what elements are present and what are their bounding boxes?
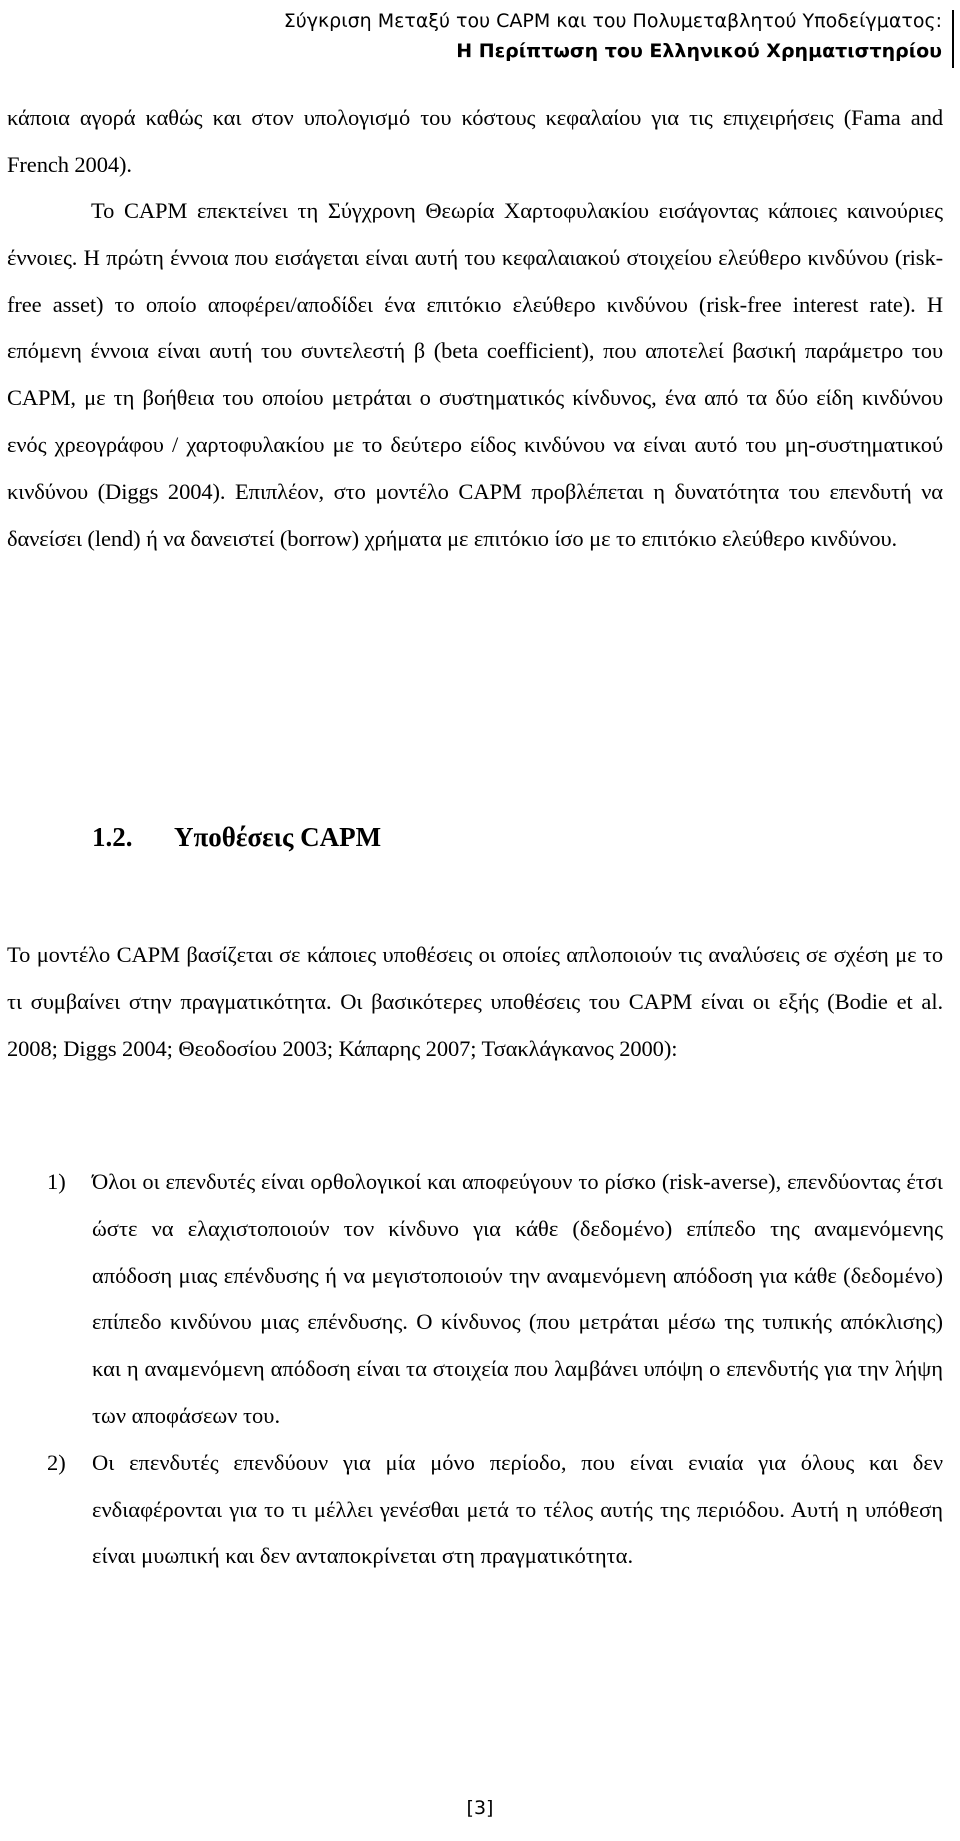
paragraph-capm-concepts: Το CAPM επεκτείνει τη Σύγχρονη Θεωρία Χαρτοφυλακίου εισάγοντας κάποιες καινούριες έννοιες. Η πρώτη έννοια που εισάγεται είναι αυτή του κεφαλαιακού στοιχείου ελεύθερο κινδύνου (risk-free asset) το οποίο αποφέρει/αποδίδει ένα επιτόκιο ελεύθερο κινδύνου (risk-free interest rate). Η επόμενη έννοια είναι αυτή του συντελεστή β (beta coefficient), που αποτελεί βασική παράμετρο του CAPM, με τη βοήθεια του οποίου μετράται ο συστηματικός κίνδυνος, ένα από τα δύο είδη κινδύνου ενός χρεογράφου / χαρτοφυλακίου με το δεύτερο είδος κινδύνου να είναι αυτό του μη-συστηματικού κινδύνου (Diggs 2004). Επιπλέον, στο μοντέλο CAPM προβλέπεται η δυνατότητα του επενδυτή να δανείσει (lend) ή να δανειστεί (borrow) χρήματα με επιτόκιο ίσο με το επιτόκιο ελεύθερο κινδύνου. [7,198,943,551]
list-marker: 1) [47,1169,66,1194]
section-heading [92,822,381,853]
running-header [142,6,942,66]
list-item [7,1440,943,1580]
page-number: [3] [466,1797,494,1819]
section-number: 1.2. [92,822,133,852]
paragraph-continuation: κάποια αγορά καθώς και στον υπολογισμό του κόστους κεφαλαίου για τις επιχειρήσεις (Fama and French 2004). [7,105,943,177]
paragraph-assumptions-intro: Το μοντέλο CAPM βασίζεται σε κάποιες υποθέσεις οι οποίες απλοποιούν τις αναλύσεις σε σχέση με το τι συμβαίνει στην πραγματικότητα. Οι βασικότερες υποθέσεις του CAPM είναι οι εξής (Bodie et al. 2008; Diggs 2004; Θεοδοσίου 2003; Κάπαρης 2007; Τσακλάγκανος 2000): [7,942,943,1061]
assumptions-list [7,1159,943,1580]
list-item [7,1159,943,1440]
section-title: Υποθέσεις CAPM [174,822,382,852]
list-item-text: Όλοι οι επενδυτές είναι ορθολογικοί και αποφεύγουν το ρίσκο (risk-averse), επενδύοντας έτσι ώστε να ελαχιστοποιούν τον κίνδυνο για κάθε (δεδομένο) επίπεδο της αναμενόμενης απόδοση μιας επένδυσης ή να μεγιστοποιούν την αναμενόμενη απόδοση για κάθε (δεδομένο) επίπεδο κινδύνου μιας επένδυσης. Ο κίνδυνος (που μετράται μέσω της τυπικής απόκλισης) και η αναμενόμενη απόδοση είναι τα στοιχεία που λαμβάνει υπόψη ο επενδυτής για την λήψη των αποφάσεων του. [92,1169,943,1428]
list-marker: 2) [47,1449,66,1475]
header-line-1: Σύγκριση Μεταξύ του CAPM και του Πολυμεταβλητού Υποδείγματος: [283,10,942,32]
list-item-text: Οι επενδυτές επενδύουν για μία μόνο περίοδο, που είναι ενιαία για όλους και δεν ενδιαφέρονται για το τι μέλλει γενέσθαι μετά το τέλος αυτής της περιόδου. Αυτή η υπόθεση είναι μυωπική και δεν ανταποκρίνεται στη πραγματικότητα. [92,1449,943,1569]
header-rule [952,10,954,68]
header-line-2: Η Περίπτωση του Ελληνικού Χρηματιστηρίου [456,40,942,62]
